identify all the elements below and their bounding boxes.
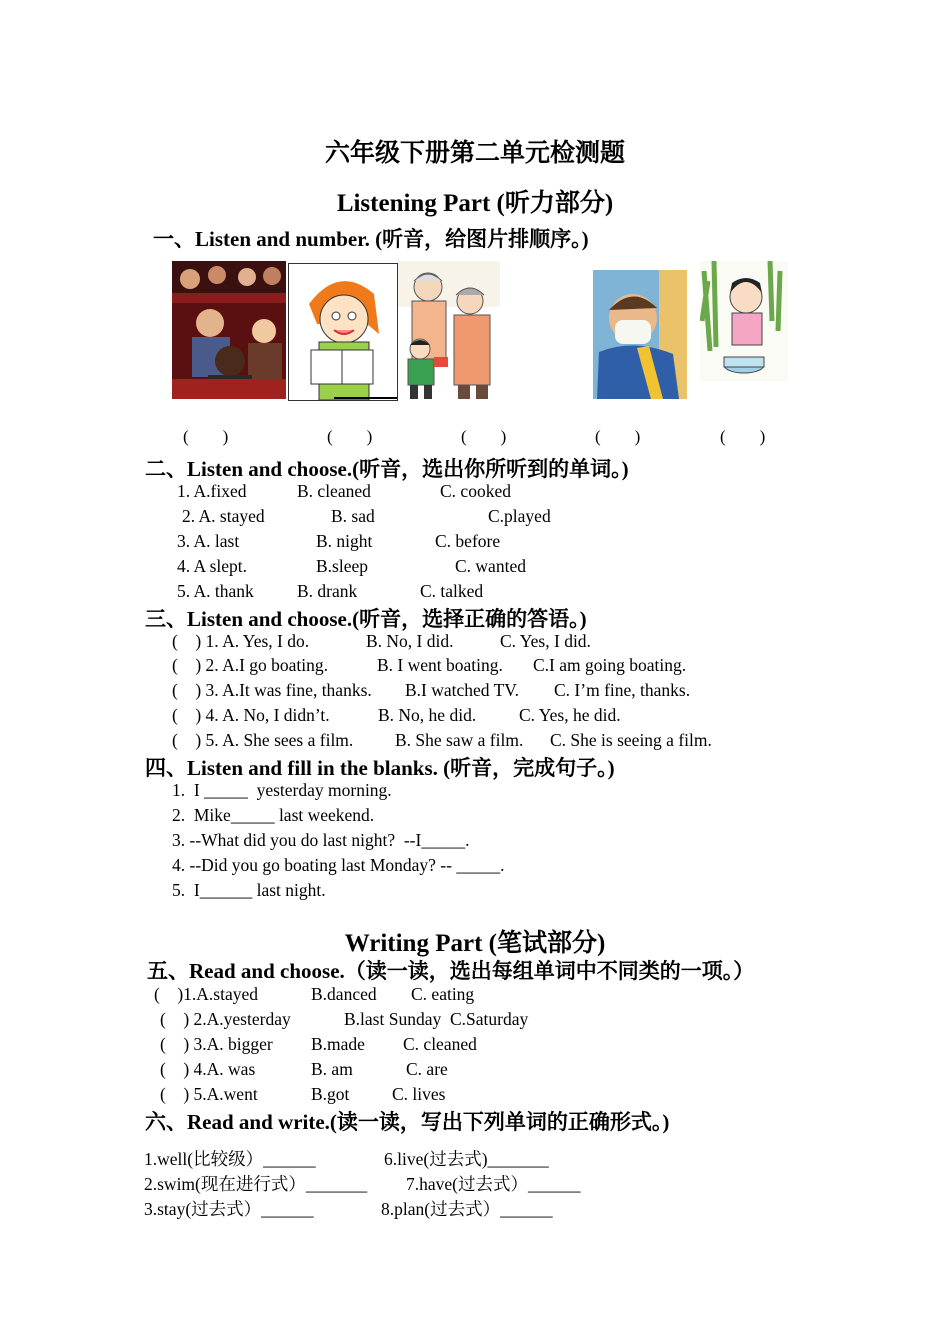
picture5-order-blank[interactable]: ( ) [720, 427, 766, 446]
s3-item2-c: C.I am going boating. [533, 655, 687, 675]
s2-item5-b: B. drank [297, 581, 358, 601]
girl-reading-picture [288, 263, 398, 401]
s6-row2-right: 7.have(过去式）______ [406, 1174, 581, 1194]
listening-part-title: Listening Part (听力部分) [336, 190, 614, 217]
s2-item5-a: 5. A. thank [177, 581, 254, 601]
s6-row1-left: 1.well(比较级）______ [144, 1149, 316, 1169]
s3-item5-b: B. She saw a film. [395, 730, 524, 750]
s3-item3-c: C. I’m fine, thanks. [554, 680, 691, 700]
picture2-order-blank[interactable]: ( ) [327, 427, 373, 446]
picture1-order-blank[interactable]: ( ) [183, 427, 229, 446]
s3-item2-b: B. I went boating. [377, 655, 503, 675]
section4-heading: 四、Listen and fill in the blanks. (听音，完成句子。) [145, 756, 615, 780]
s6-row1-right: 6.live(过去式)_______ [384, 1149, 549, 1169]
s4-item4: 4. --Did you go boating last Monday? -- _____. [172, 855, 505, 875]
section2-heading: 二、Listen and choose.(听音，选出你所听到的单词。) [145, 457, 629, 481]
s2-item3-c: C. before [435, 531, 501, 551]
s5-item3-b: B.made [311, 1034, 365, 1054]
s3-item3-b: B.I watched TV. [405, 680, 520, 700]
s4-item1: 1. I _____ yesterday morning. [172, 780, 392, 800]
page-title: 六年级下册第二单元检测题 [324, 140, 625, 167]
s3-item4-b: B. No, he did. [378, 705, 477, 725]
s5-item1-b: B.danced [311, 984, 377, 1004]
s3-item5-c: C. She is seeing a film. [550, 730, 712, 750]
s5-item5-b: B.got [311, 1084, 350, 1104]
s6-row3-right: 8.plan(过去式）______ [381, 1199, 553, 1219]
s5-item3-a: ( ) 3.A. bigger [160, 1034, 273, 1054]
s4-item2: 2. Mike_____ last weekend. [172, 805, 375, 825]
s5-item4-a: ( ) 4.A. was [160, 1059, 256, 1079]
s5-item1-c: C. eating [411, 984, 475, 1004]
writing-part-title: Writing Part (笔试部分) [344, 930, 606, 957]
s5-item3-c: C. cleaned [403, 1034, 477, 1054]
s3-item5-a: ( ) 5. A. She sees a film. [172, 730, 354, 750]
s2-item4-b: B.sleep [316, 556, 369, 576]
section6-heading: 六、Read and write.(读一读，写出下列单词的正确形式。) [145, 1110, 670, 1134]
section3-heading: 三、Listen and choose.(听音，选择正确的答语。) [145, 607, 587, 631]
grandparents-child-picture [398, 261, 500, 399]
s3-item1-a: ( ) 1. A. Yes, I do. [172, 631, 310, 651]
s3-item4-c: C. Yes, he did. [519, 705, 621, 725]
picture3-order-blank[interactable]: ( ) [461, 427, 507, 446]
picture4-order-blank[interactable]: ( ) [595, 427, 641, 446]
cinema-audience-picture [172, 261, 286, 399]
s4-item5: 5. I______ last night. [172, 880, 326, 900]
s5-item5-a: ( ) 5.A.went [160, 1084, 258, 1104]
s2-item1-c: C. cooked [440, 481, 511, 501]
s2-item1-a: 1. A.fixed [177, 481, 247, 501]
s5-item2-b: B.last Sunday C.Saturday [344, 1009, 529, 1029]
s2-item2-c: C.played [488, 506, 551, 526]
s3-item1-b: B. No, I did. [366, 631, 454, 651]
s3-item4-a: ( ) 4. A. No, I didn’t. [172, 705, 330, 725]
s6-row3-left: 3.stay(过去式）______ [144, 1199, 314, 1219]
s2-item3-a: 3. A. last [177, 531, 240, 551]
boy-washing-face-picture [593, 270, 687, 399]
s3-item1-c: C. Yes, I did. [500, 631, 591, 651]
section1-heading: 一、Listen and number. (听音，给图片排顺序。) [153, 227, 589, 251]
s2-item2-b: B. sad [331, 506, 375, 526]
s5-item5-c: C. lives [392, 1084, 446, 1104]
s5-item4-c: C. are [406, 1059, 448, 1079]
s2-item1-b: B. cleaned [297, 481, 371, 501]
s2-item4-c: C. wanted [455, 556, 526, 576]
s6-row2-left: 2.swim(现在进行式）_______ [144, 1174, 368, 1194]
s2-item4-a: 4. A slept. [177, 556, 248, 576]
s5-item1-a: ( )1.A.stayed [154, 984, 259, 1004]
s2-item3-b: B. night [316, 531, 373, 551]
girl-washing-picture [700, 261, 788, 381]
s5-item4-b: B. am [311, 1059, 353, 1079]
s2-item2-a: 2. A. stayed [182, 506, 265, 526]
s3-item3-a: ( ) 3. A.It was fine, thanks. [172, 680, 372, 700]
s4-item3: 3. --What did you do last night? --I_____. [172, 830, 470, 850]
s2-item5-c: C. talked [420, 581, 484, 601]
s5-item2-a: ( ) 2.A.yesterday [160, 1009, 291, 1029]
s3-item2-a: ( ) 2. A.I go boating. [172, 655, 329, 675]
section5-heading: 五、Read and choose.（读一读，选出每组单词中不同类的一项。） [147, 959, 755, 983]
